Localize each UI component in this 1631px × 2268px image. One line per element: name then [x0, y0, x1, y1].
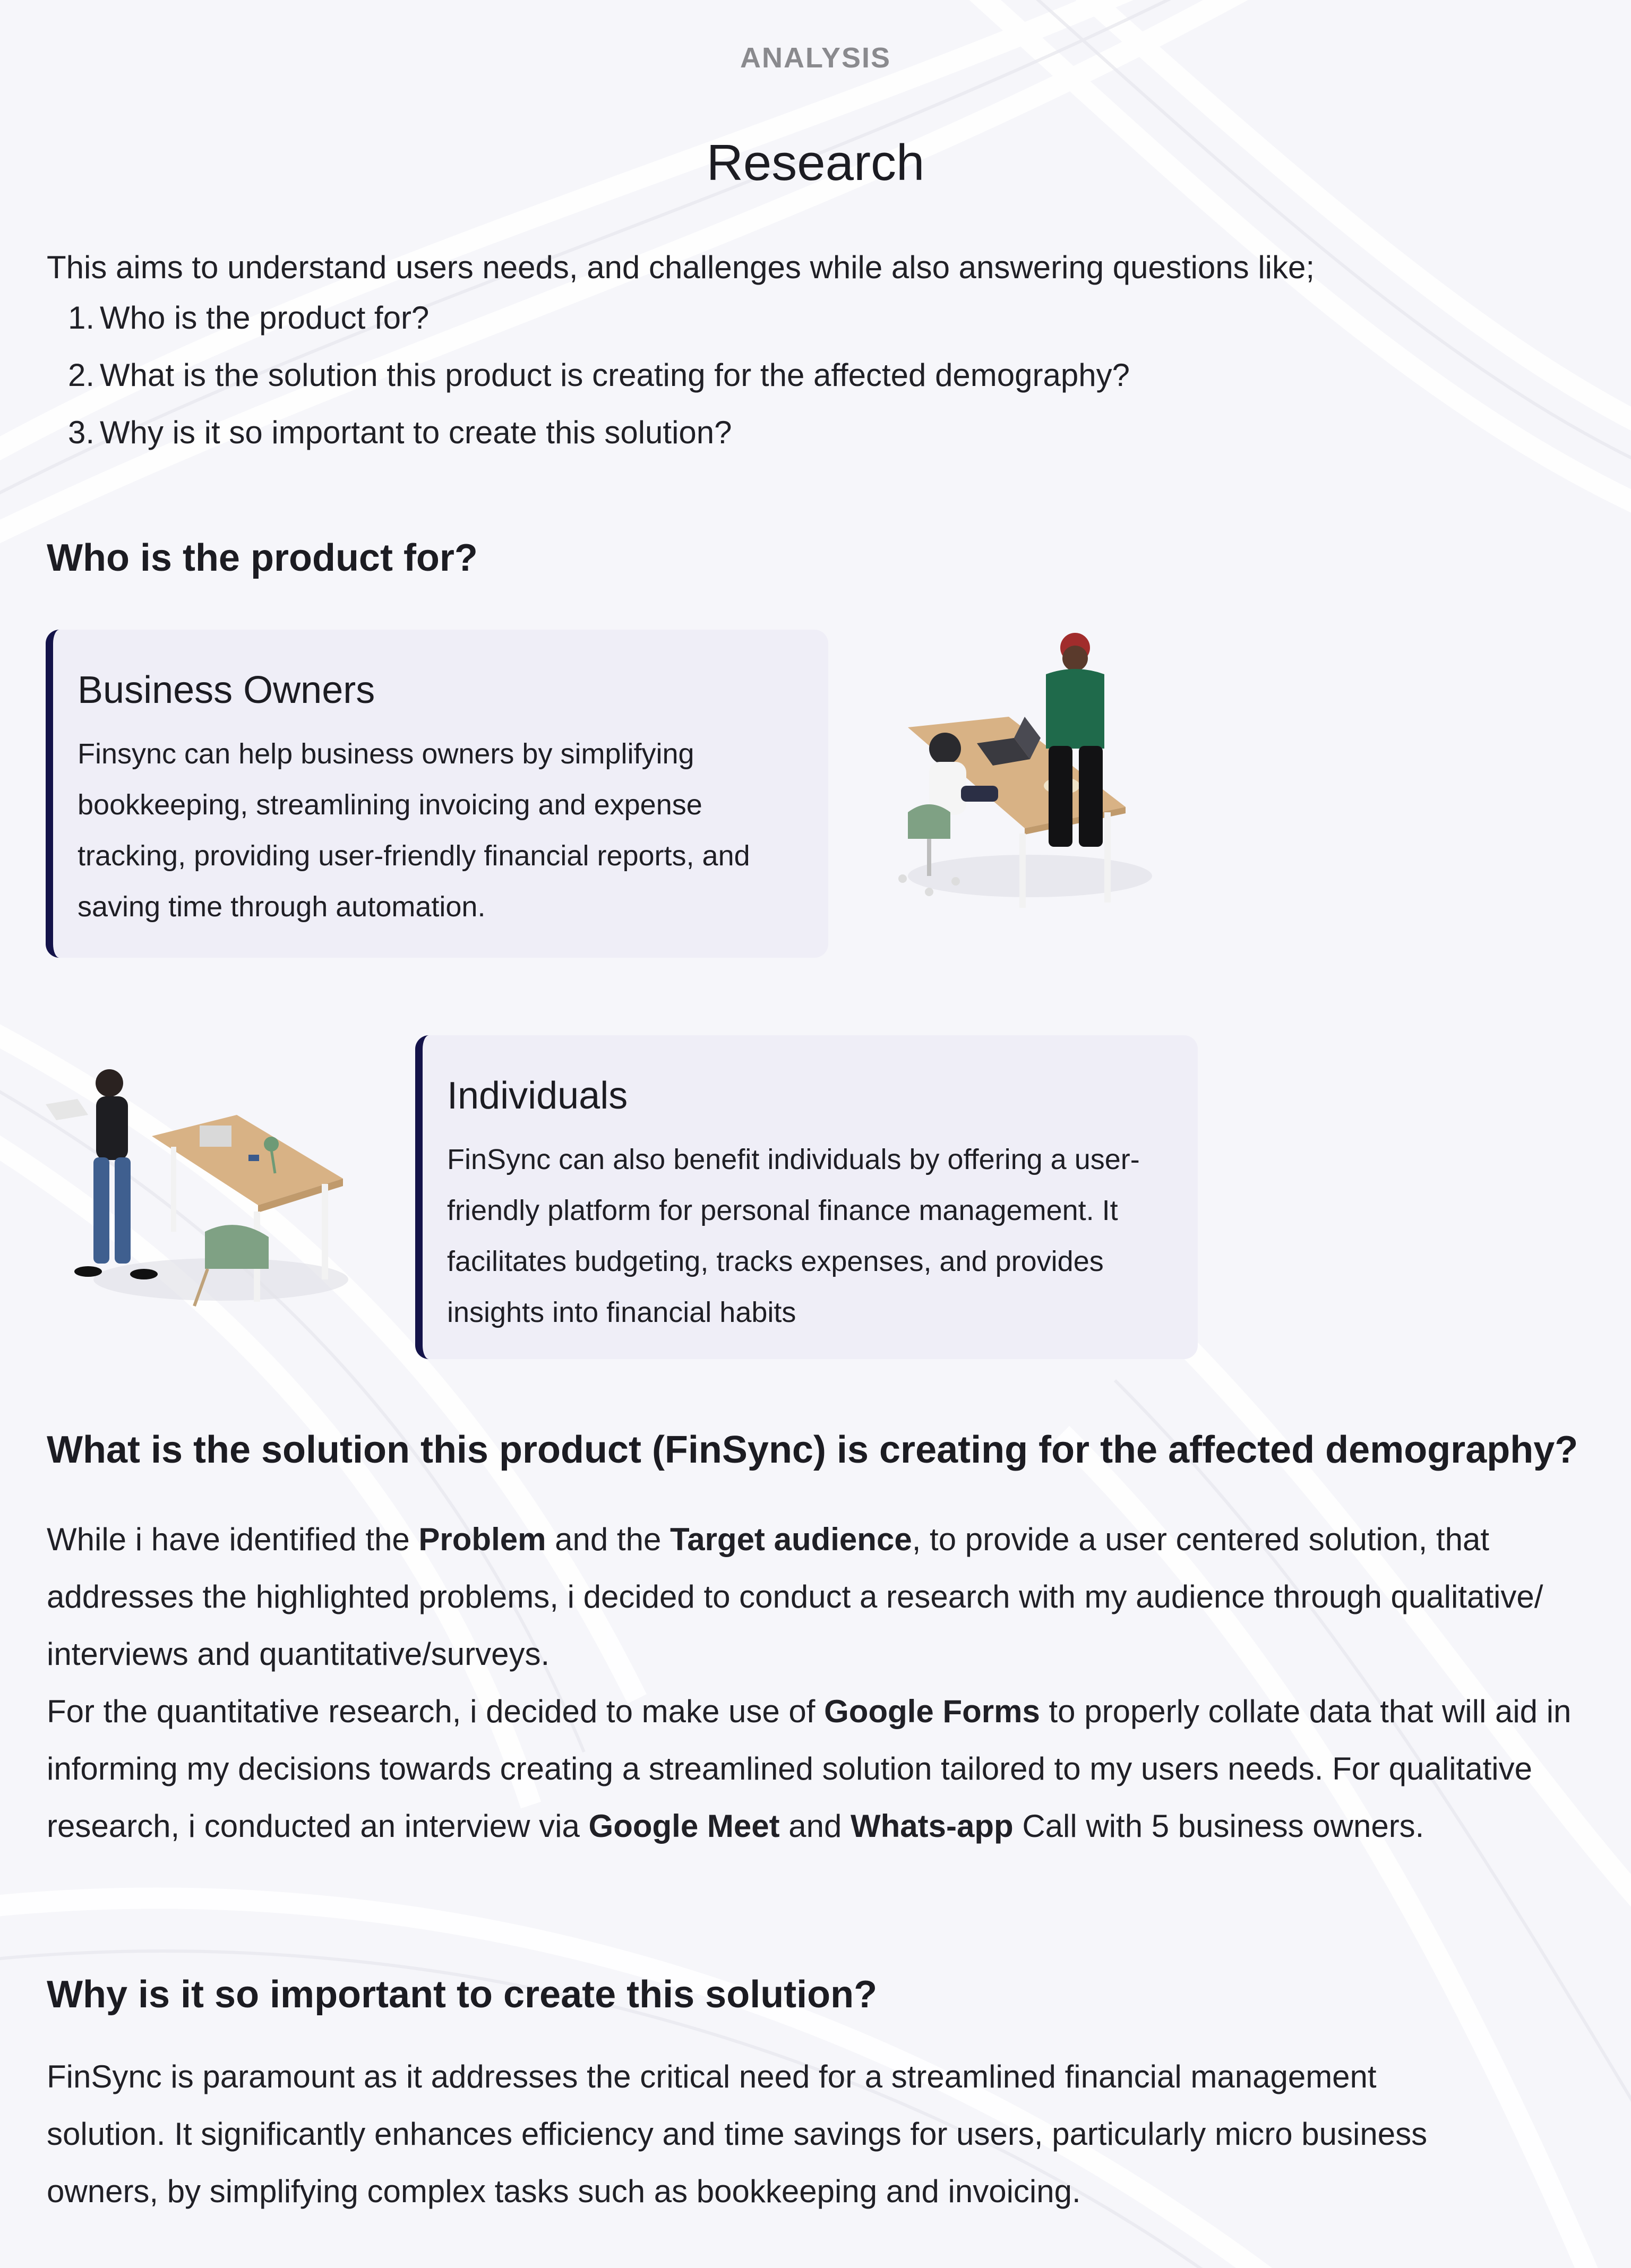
text-run: Call with 5 business owners. — [1013, 1808, 1424, 1844]
individual-workspace-illustration — [46, 1056, 364, 1322]
who-heading: Who is the product for? — [47, 537, 478, 579]
bold-text: Whats-app — [851, 1808, 1014, 1844]
list-item — [58, 289, 1130, 347]
importance-heading: Why is it so important to create this solution? — [47, 1973, 878, 2016]
business-office-illustration — [871, 626, 1189, 945]
bold-text: Target audience — [670, 1522, 912, 1557]
card-title: Individuals — [447, 1075, 628, 1117]
list-number: 2. — [67, 357, 95, 393]
text-run: and — [779, 1808, 851, 1844]
solution-paragraph-1 — [47, 1511, 1586, 1683]
importance-paragraph: FinSync is paramount as it addresses the critical need for a streamlined financial management solution. It significantly enhances efficiency and time savings for users, particularly micro business owners, by simplifying complex tasks such as bookkeeping and invoicing. — [47, 2059, 1428, 2209]
card-title: Business Owners — [78, 669, 375, 711]
bold-text: Google Forms — [824, 1694, 1040, 1729]
list-item-text: What is the solution this product is creating for the affected demography? — [100, 357, 1130, 393]
card-text: Finsync can help business owners by simplifying bookkeeping, streamlining invoicing and expense tracking, providing user-friendly financial reports, and saving time through automation. — [78, 738, 750, 923]
text-run: While i have identified the — [47, 1522, 419, 1557]
list-item-text: Who is the product for? — [100, 300, 430, 336]
text-run: For the quantitative research, i decided to make use of — [47, 1694, 825, 1729]
list-number: 3. — [67, 415, 95, 450]
list-item — [58, 404, 1130, 461]
bold-text: Google Meet — [588, 1808, 780, 1844]
bold-text: Problem — [418, 1522, 546, 1557]
section-eyebrow: ANALYSIS — [740, 42, 891, 74]
card-text: FinSync can also benefit individuals by offering a user-friendly platform for personal finance management. It facilitates budgeting, tracks expenses, and provides insights into financial habits — [447, 1144, 1140, 1328]
solution-heading: What is the solution this product (FinSync) is creating for the affected demography? — [47, 1429, 1578, 1471]
text-run: to properly collate data that will aid in informing my decisions towards creating a streamlined solution tailored to my users needs. For qualitative research, i conducted an interview via — [47, 1694, 1572, 1844]
business-owners-card — [46, 630, 828, 958]
page-title: Research — [706, 134, 925, 191]
text-run: , to provide a user centered solution, that addresses the highlighted problems, i decided to conduct a research with my audience through qualitative/ interviews and quantitative/surveys. — [47, 1522, 1543, 1672]
individuals-card — [415, 1035, 1198, 1359]
list-item-text: Why is it so important to create this solution? — [100, 415, 732, 450]
list-item — [58, 347, 1130, 404]
text-run: and the — [546, 1522, 670, 1557]
intro-text: This aims to understand users needs, and challenges while also answering questions like; — [47, 250, 1315, 285]
questions-list — [58, 289, 1130, 461]
list-number: 1. — [67, 300, 95, 336]
solution-paragraph-2 — [47, 1683, 1586, 1855]
